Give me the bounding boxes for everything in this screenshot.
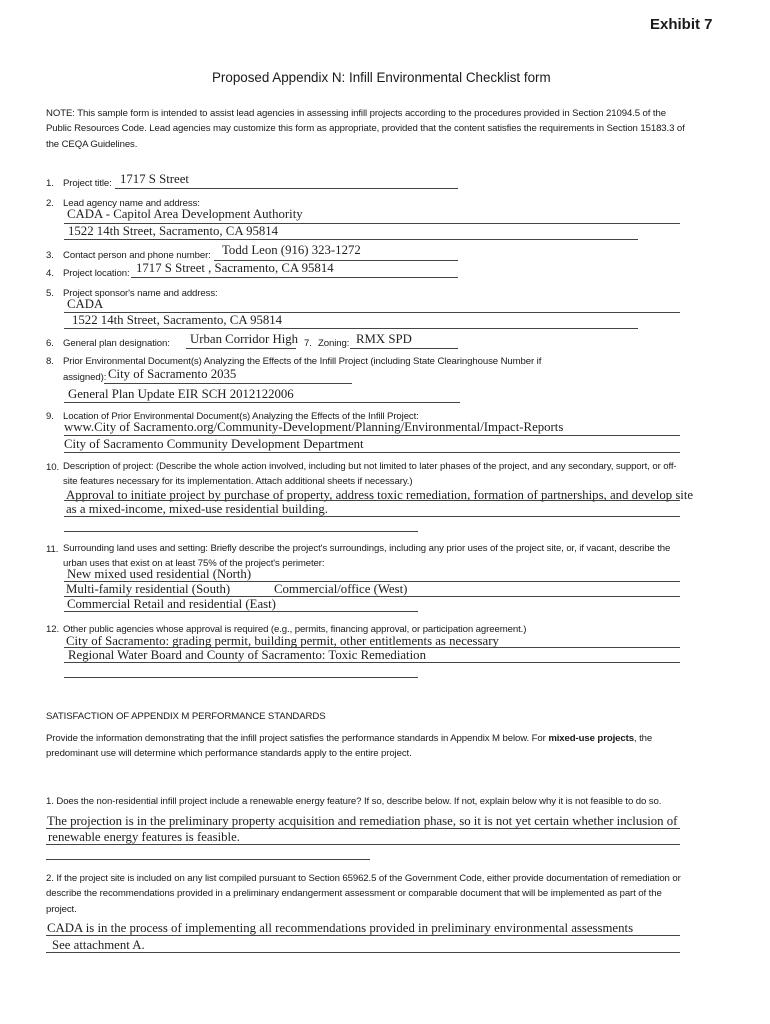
prior-doc-location-rule-1: [64, 435, 680, 436]
prior-doc-location-rule-2: [64, 452, 680, 453]
standard-1-question: 1. Does the non-residential infill project include a renewable energy feature? If so, describe below. If not, explain below why it is not feasible to do so.: [46, 796, 662, 807]
lead-agency-address[interactable]: 1522 14th Street, Sacramento, CA 95814: [68, 224, 279, 238]
description-rule-2: [64, 516, 680, 517]
prior-doc-location-label: Location of Prior Environmental Document(s) Analyzing the Effects of the Infill Project:: [63, 411, 419, 422]
agencies-rule-3: [64, 677, 418, 678]
standard-2-answer-2[interactable]: See attachment A.: [52, 938, 145, 952]
surrounding-south[interactable]: Multi-family residential (South): [66, 582, 231, 596]
standard-2-question: 2. If the project site is included on any list compiled pursuant to Section 65962.5 of the Government Code, either provide documentation of remediation or describe the recommendations provided in a preliminary endangerment assessment or comparable document that will be implemented as part of the project.: [46, 873, 681, 915]
item-number-8: 8.: [46, 356, 54, 367]
prior-doc-value-2[interactable]: General Plan Update EIR SCH 2012122006: [68, 387, 294, 401]
sponsor-rule-2: [64, 328, 638, 329]
zoning-rule: [350, 348, 458, 349]
description-value-2[interactable]: as a mixed-income, mixed-use residential building.: [66, 502, 328, 516]
surrounding-rule-3: [64, 611, 418, 612]
lead-agency-name[interactable]: CADA - Capitol Area Development Authority: [67, 207, 303, 221]
surrounding-west[interactable]: Commercial/office (West): [274, 582, 408, 596]
lead-agency-label: Lead agency name and address:: [63, 198, 200, 209]
page-title: Proposed Appendix N: Infill Environmental Checklist form: [212, 70, 551, 85]
agencies-rule-2: [64, 662, 680, 663]
section-intro-text-a: Provide the information demonstrating that the infill project satisfies the performance standards in Appendix M below. For: [46, 733, 549, 744]
contact-label: Contact person and phone number:: [63, 250, 211, 261]
agencies-label: Other public agencies whose approval is required (e.g., permits, financing approval, or participation agreement.): [63, 624, 527, 635]
exhibit-label: Exhibit 7: [650, 16, 713, 33]
standard-1-rule-1: [46, 828, 680, 829]
description-value-1[interactable]: Approval to initiate project by purchase of property, address toxic remediation, formation of partnerships, and develop site: [66, 488, 694, 502]
lead-agency-rule-2: [64, 239, 638, 240]
description-label: Description of project: (Describe the whole action involved, including but not limited to later phases of the project, and any secondary, support, or off-site features necessary for its implementation. Attach additional sheets if necessary.): [63, 461, 677, 488]
standard-2-answer-1[interactable]: CADA is in the process of implementing all recommendations provided in preliminary environmental assessments: [47, 921, 634, 935]
project-title-label: Project title:: [63, 178, 112, 189]
prior-doc-value-1[interactable]: City of Sacramento 2035: [108, 367, 237, 381]
standard-1-rule-3: [46, 859, 370, 860]
standard-2-rule-1: [46, 935, 680, 936]
item-number-11: 11.: [46, 544, 59, 555]
item-number-7: 7.: [304, 338, 312, 349]
general-plan-label: General plan designation:: [63, 338, 170, 349]
prior-doc-label-assigned: assigned):: [63, 372, 107, 383]
description-rule-1: [64, 500, 680, 501]
surrounding-label: Surrounding land uses and setting: Briefly describe the project's surroundings, including any prior uses of the project site, or, if vacant, describe the urban uses that exist on at least 75% of the project's perimeter:: [63, 543, 671, 570]
prior-doc-rule-1: [104, 383, 352, 384]
sponsor-name[interactable]: CADA: [67, 297, 104, 311]
general-plan-rule: [186, 348, 296, 349]
description-rule-3: [64, 531, 418, 532]
project-location-value[interactable]: 1717 S Street , Sacramento, CA 95814: [136, 261, 334, 275]
standard-1-answer-2[interactable]: renewable energy features is feasible.: [48, 830, 240, 844]
prior-doc-location-url[interactable]: www.City of Sacramento.org/Community-Development/Planning/Environmental/Impact-Reports: [64, 420, 564, 434]
item-number-3: 3.: [46, 250, 54, 261]
surrounding-north[interactable]: New mixed used residential (North): [67, 567, 252, 581]
agencies-value-1[interactable]: City of Sacramento: grading permit, building permit, other entitlements as necessary: [66, 634, 499, 648]
agencies-value-2[interactable]: Regional Water Board and County of Sacramento: Toxic Remediation: [68, 648, 426, 662]
sponsor-address[interactable]: 1522 14th Street, Sacramento, CA 95814: [72, 313, 283, 327]
general-plan-value[interactable]: Urban Corridor High: [190, 332, 299, 346]
project-location-rule: [131, 277, 458, 278]
item-number-4: 4.: [46, 268, 54, 279]
section-heading: SATISFACTION OF APPENDIX M PERFORMANCE STANDARDS: [46, 711, 326, 722]
project-title-rule: [115, 188, 458, 189]
item-number-12: 12.: [46, 624, 60, 635]
item-number-9: 9.: [46, 411, 54, 422]
project-title-value[interactable]: 1717 S Street: [120, 172, 189, 186]
section-intro: [46, 731, 686, 762]
item-number-6: 6.: [46, 338, 54, 349]
item-number-10: 10.: [46, 462, 60, 473]
standard-1-answer-1[interactable]: The projection is in the preliminary property acquisition and remediation phase, so it is not yet certain whether inclusion of: [47, 814, 678, 828]
surrounding-east[interactable]: Commercial Retail and residential (East): [67, 597, 276, 611]
project-location-label: Project location:: [63, 268, 130, 279]
zoning-label: Zoning:: [318, 338, 350, 349]
section-intro-bold: mixed-use projects: [548, 733, 634, 744]
section-intro-text-b: , the predominant use will determine which performance standards apply to the entire project.: [46, 733, 653, 760]
standard-1-rule-2: [46, 844, 680, 845]
standard-2-rule-2: [46, 952, 680, 953]
prior-doc-label: Prior Environmental Document(s) Analyzing the Effects of the Infill Project (including State Clearinghouse Number if: [63, 356, 542, 367]
note-paragraph: NOTE: This sample form is intended to assist lead agencies in assessing infill projects according to the procedures provided in Section 21094.5 of the Public Resources Code. Lead agencies may customize this form as appropriate, provided that the content satisfies the requirements in Section 15183.3 of the CEQA Guidelines.: [46, 108, 685, 150]
zoning-value[interactable]: RMX SPD: [356, 332, 412, 346]
item-number-1: 1.: [46, 178, 54, 189]
sponsor-label: Project sponsor's name and address:: [63, 288, 218, 299]
prior-doc-location-dept[interactable]: City of Sacramento Community Development Department: [64, 437, 364, 451]
item-number-2: 2.: [46, 198, 54, 209]
contact-value[interactable]: Todd Leon (916) 323-1272: [222, 243, 361, 257]
prior-doc-rule-2: [64, 402, 460, 403]
item-number-5: 5.: [46, 288, 54, 299]
